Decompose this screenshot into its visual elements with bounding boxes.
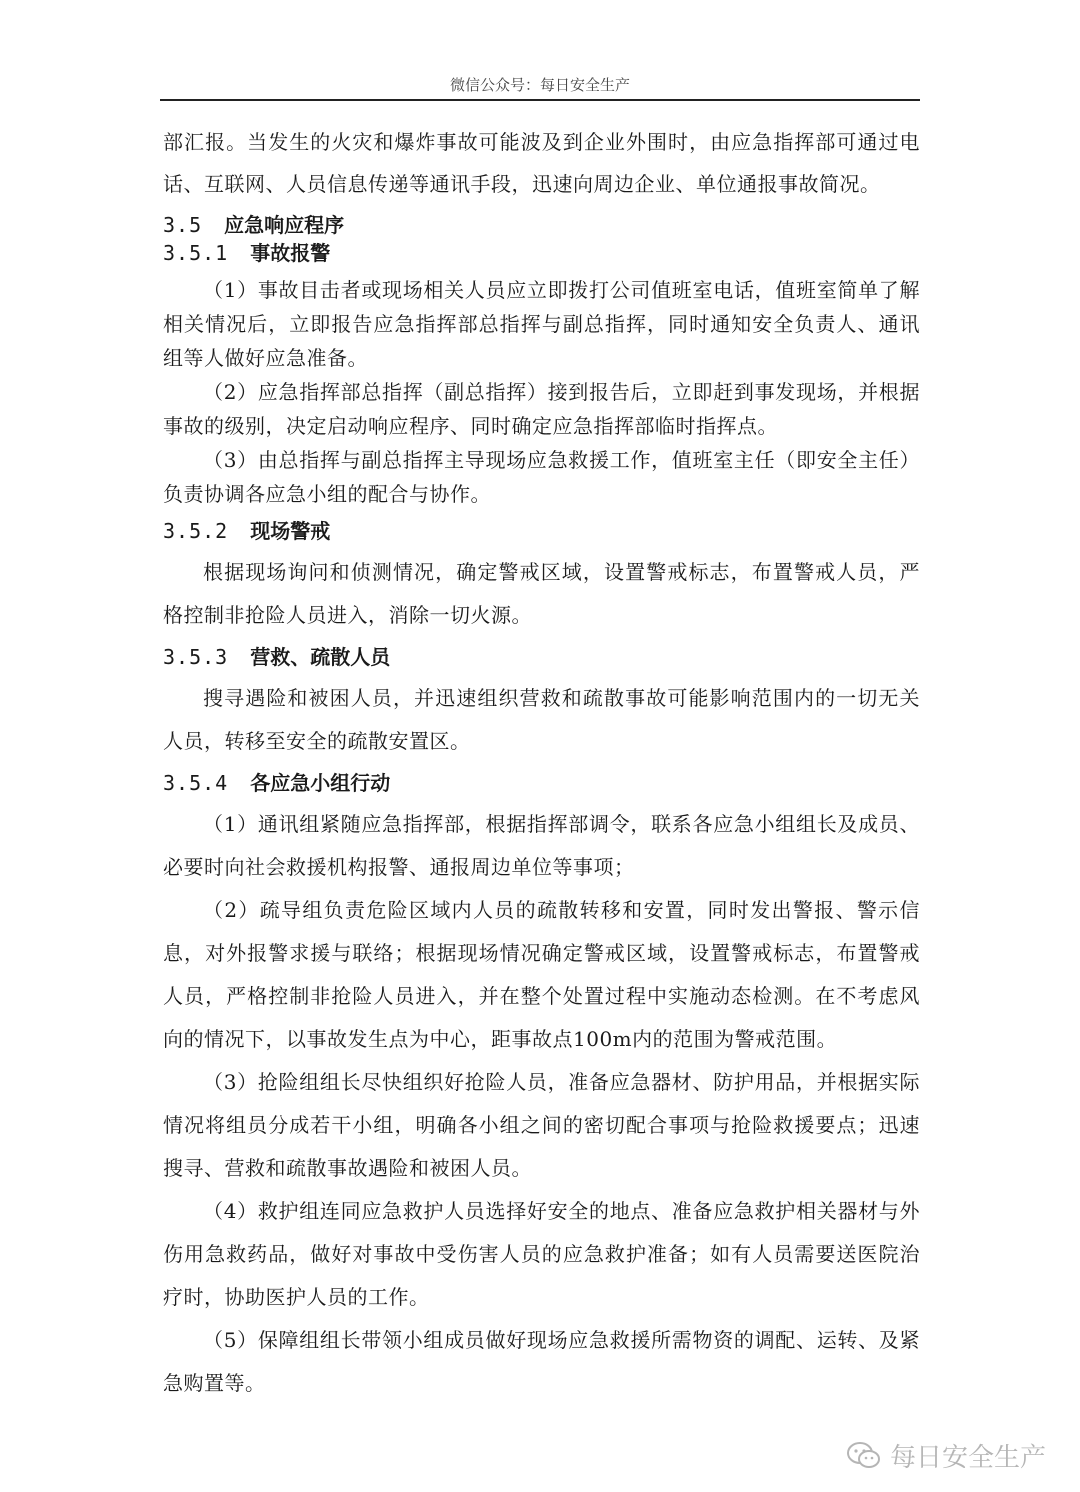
section-number: 3.5.2: [163, 519, 229, 543]
paragraph: （1）事故目击者或现场相关人员应立即拨打公司值班室电话，值班室简单了解相关情况后，立即报告应急指挥部总指挥与副总指挥，同时通知安全负责人、通讯组等人做好应急准备。: [163, 278, 920, 370]
paragraph: （3）抢险组组长尽快组织好抢险人员，准备应急器材、防护用品，并根据实际情况将组员分成若干小组，明确各小组之间的密切配合事项与抢险救援要点；迅速搜寻、营救和疏散事故遇险和被困人员。: [163, 1070, 920, 1180]
section-title: 营救、疏散人员: [250, 645, 391, 669]
section-3-5-heading: [163, 211, 920, 239]
section-title: 应急响应程序: [224, 213, 345, 237]
section-3-5-2-heading: [163, 517, 920, 545]
paragraph: （5）保障组组长带领小组成员做好现场应急救援所需物资的调配、运转、及紧急购置等。: [163, 1328, 920, 1395]
paragraph: （2）疏导组负责危险区域内人员的疏散转移和安置，同时发出警报、警示信息，对外报警求援与联络；根据现场情况确定警戒区域，设置警戒标志，布置警戒人员，严格控制非抢险人员进入，并在整个处置过程中实施动态检测。在不考虑风向的情况下，以事故发生点为中心，距事故点100m内的范围为警戒范围。: [163, 898, 920, 1051]
watermark: [846, 1437, 1046, 1474]
header-rule: [160, 99, 920, 101]
section-3-5-3-heading: [163, 643, 920, 671]
wechat-icon: [846, 1441, 882, 1471]
section-number: 3.5.4: [163, 771, 229, 795]
section-3-5-1-heading: [163, 239, 920, 267]
page-header: 微信公众号：每日安全生产: [449, 76, 630, 94]
paragraph: （1）通讯组紧随应急指挥部，根据指挥部调令，联系各应急小组组长及成员、必要时向社会救援机构报警、通报周边单位等事项；: [163, 812, 920, 879]
section-number: 3.5.1: [163, 241, 229, 265]
paragraph: （4）救护组连同应急救护人员选择好安全的地点、准备应急救护相关器材与外伤用急救药品，做好对事故中受伤害人员的应急救护准备；如有人员需要送医院治疗时，协助医护人员的工作。: [163, 1199, 920, 1309]
section-title: 事故报警: [250, 241, 331, 265]
section-3-5-4-heading: [163, 769, 920, 797]
section-title: 现场警戒: [250, 519, 331, 543]
section-number: 3.5.3: [163, 645, 229, 669]
paragraph: 根据现场询问和侦测情况，确定警戒区域，设置警戒标志，布置警戒人员，严格控制非抢险人员进入，消除一切火源。: [163, 560, 920, 627]
section-number: 3.5: [163, 213, 203, 237]
paragraph: （3）由总指挥与副总指挥主导现场应急救援工作，值班室主任（即安全主任）负责协调各应急小组的配合与协作。: [163, 448, 920, 506]
document-body: [163, 121, 920, 1405]
intro-paragraph: 部汇报。当发生的火灾和爆炸事故可能波及到企业外围时，由应急指挥部可通过电话、互联网、人员信息传递等通讯手段，迅速向周边企业、单位通报事故简况。: [163, 130, 920, 196]
watermark-text: 每日安全生产: [889, 1443, 1046, 1473]
paragraph: 搜寻遇险和被困人员，并迅速组织营救和疏散事故可能影响范围内的一切无关人员，转移至安全的疏散安置区。: [163, 686, 920, 753]
paragraph: （2）应急指挥部总指挥（副总指挥）接到报告后，立即赶到事发现场，并根据事故的级别，决定启动响应程序、同时确定应急指挥部临时指挥点。: [163, 380, 920, 438]
section-title: 各应急小组行动: [250, 771, 391, 795]
